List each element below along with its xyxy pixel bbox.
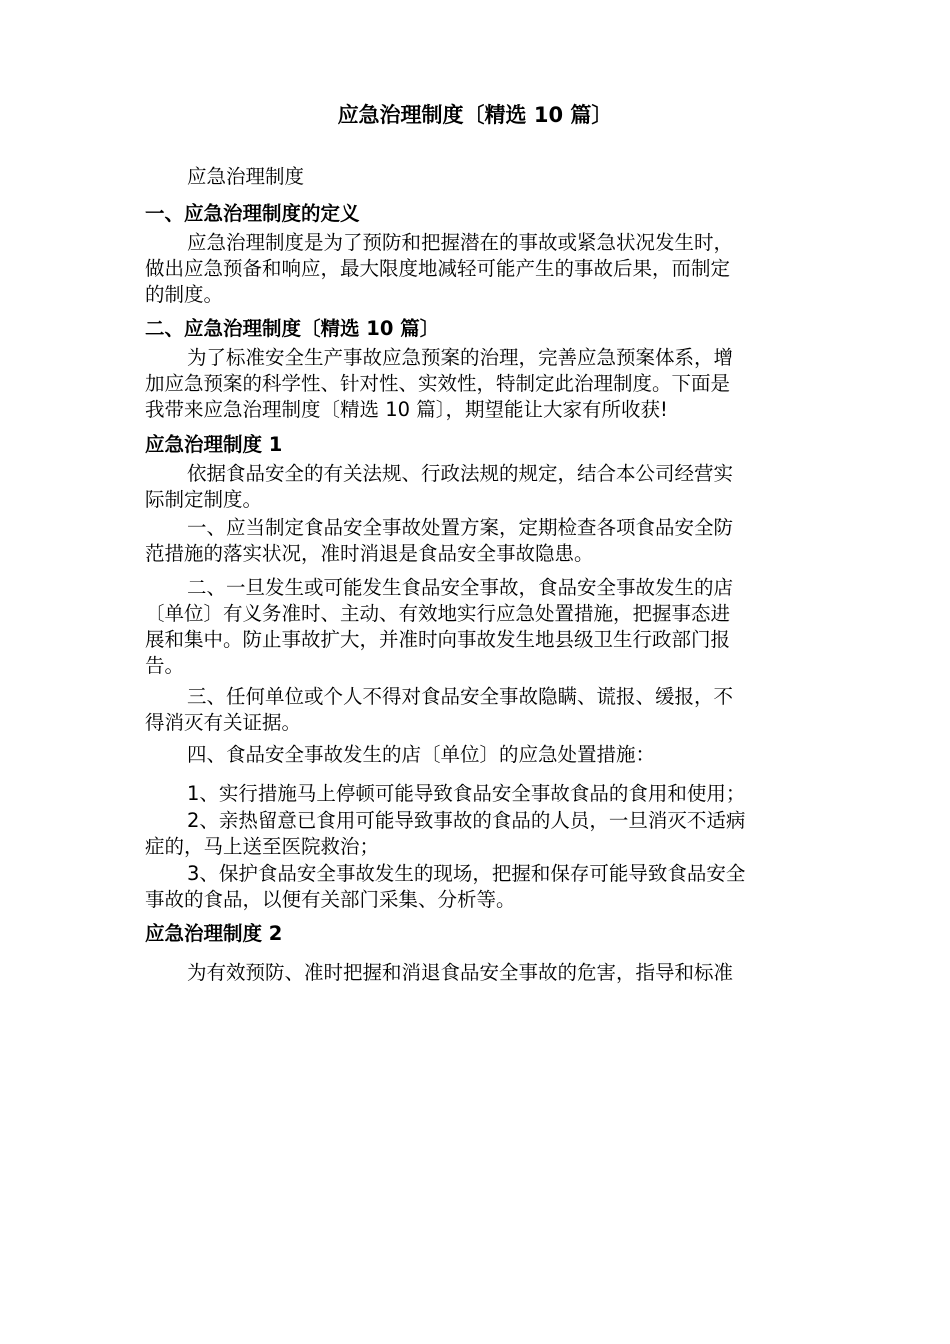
paragraph-item-1: 一、应当制定食品安全事故处置方案，定期检查各项食品安全防 范措施的落实状况，准时消退是食品安全事故隐患。	[145, 516, 734, 565]
paragraph-item-3: 三、任何单位或个人不得对食品安全事故隐瞒、谎报、缓报，不 得消灭有关证据。	[145, 685, 734, 734]
paragraph-item-2: 二、一旦发生或可能发生食品安全事故，食品安全事故发生的店 〔单位〕有义务准时、主动、有效地实行应急处置措施，把握事态进 展和集中。防止事故扩大，并准时向事故发生地县级卫生行政部门报 告。	[145, 576, 734, 677]
section-heading-definition: 一、应急治理制度的定义	[145, 202, 360, 225]
section-heading-selection: 二、应急治理制度〔精选 10 篇〕	[145, 317, 440, 340]
section-heading-system-1: 应急治理制度 1	[145, 433, 283, 456]
paragraph-system-1-basis: 依据食品安全的有关法规、行政法规的规定，结合本公司经营实 际制定制度。	[145, 462, 734, 511]
list-item-2: 2、亲热留意已食用可能导致事故的食品的人员，一旦消灭不适病 症的，马上送至医院救治；	[145, 809, 746, 858]
paragraph-selection-intro: 为了标准安全生产事故应急预案的治理，完善应急预案体系，增 加应急预案的科学性、针对性、实效性，特制定此治理制度。下面是 我带来应急治理制度〔精选 10 篇〕，期望能让大家有所收获!	[145, 346, 734, 421]
paragraph-system-2-intro: 为有效预防、准时把握和消退食品安全事故的危害，指导和标准	[187, 961, 734, 984]
paragraph-definition: 应急治理制度是为了预防和把握潜在的事故或紧急状况发生时， 做出应急预备和响应，最大限度地减轻可能产生的事故后果，而制定 的制度。	[145, 231, 734, 306]
paragraph-item-4: 四、食品安全事故发生的店〔单位〕的应急处置措施：	[187, 743, 656, 766]
document-title: 应急治理制度〔精选 10 篇〕	[337, 103, 613, 127]
list-item-1: 1、实行措施马上停顿可能导致食品安全事故食品的食用和使用；	[187, 782, 746, 805]
section-heading-system-2: 应急治理制度 2	[145, 922, 283, 945]
intro-line: 应急治理制度	[187, 165, 305, 188]
list-item-3: 3、保护食品安全事故发生的现场，把握和保存可能导致食品安全 事故的食品，以便有关部门采集、分析等。	[145, 862, 746, 911]
